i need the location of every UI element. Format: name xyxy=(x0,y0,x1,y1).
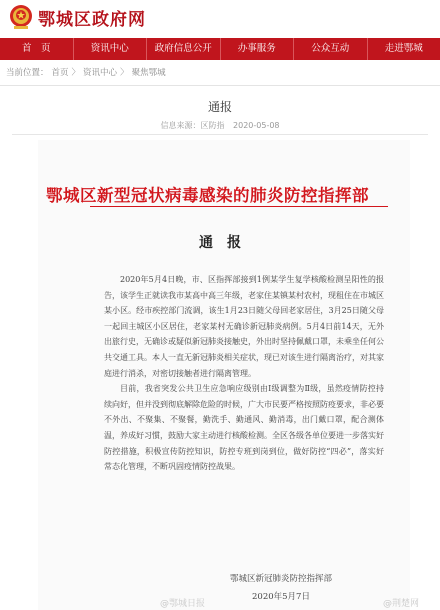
breadcrumb-separator: 〉 xyxy=(120,68,129,78)
document-header: 鄂城区新型冠状病毒感染的肺炎防控指挥部 xyxy=(46,186,369,205)
document-header-rule xyxy=(90,206,388,207)
main-nav xyxy=(0,38,440,60)
nav-item-services[interactable]: 办事服务 xyxy=(221,38,295,60)
article-meta xyxy=(0,120,440,131)
signature-date: 2020年5月7日 xyxy=(252,592,310,602)
breadcrumb-link-focus[interactable]: 聚焦鄂城 xyxy=(131,68,166,78)
breadcrumb xyxy=(0,60,440,86)
nav-item-home[interactable]: 首 页 xyxy=(0,38,74,60)
nav-item-gov-info[interactable]: 政府信息公开 xyxy=(147,38,221,60)
breadcrumb-link-home[interactable]: 首页 xyxy=(51,68,69,78)
watermark: @鄂城日报 xyxy=(160,599,206,609)
divider xyxy=(12,134,428,135)
article-date: 2020-05-08 xyxy=(233,121,280,130)
nav-item-about[interactable]: 走进鄂城 xyxy=(384,43,423,54)
document-subtitle: 通报 xyxy=(199,235,255,251)
site-header xyxy=(0,0,440,36)
document-paragraph: 2020年5月4日晚，市、区指挥部接到1例某学生复学核酸检测呈阳性的报告，该学生正就读我市某高中高三年级，老家住某镇某村农村，现租住在市城区某小区。经市疾控部门流调，该生1月23日随父母回老家居住，3月25日随父母一起回主城区小区居住，老家某村无确诊新冠肺炎病例。5月4日前14天，无外出旅行史，无确诊或疑似新冠肺炎接触史，外出时坚持佩戴口罩，未乘坐任何公共交通工具。本人一直无新冠肺炎相关症状，现已对该生进行隔离治疗，对其家庭进行消杀，对密切接触者进行隔离管理。 xyxy=(104,275,384,378)
breadcrumb-link-news[interactable]: 资讯中心 xyxy=(83,68,118,78)
article-source: 信息来源：区防指 xyxy=(160,121,225,130)
article-title: 通报 xyxy=(207,100,232,114)
document-body xyxy=(104,272,384,475)
breadcrumb-separator: 〉 xyxy=(71,68,81,78)
document-paragraph: 目前，我省突发公共卫生应急响应级别由Ⅰ级调整为Ⅱ级，虽然疫情防控持续向好，但并没到彻底解除危险的时候，广大市民要严格按照防疫要求，非必要不外出、不聚集、不聚餐，勤洗手、勤通风、勤消毒，出门戴口罩，配合测体温，养成好习惯，鼓励大家主动进行核酸检测。全区各级各单位要进一步落实好防控措施，积极宣传防控知识，防控专班到岗到位，做好防控“四必”，落实好常态化管理，不断巩固疫情防控战果。 xyxy=(104,384,384,472)
watermark: @荆楚网 xyxy=(383,599,420,609)
signature-org: 鄂城区新冠肺炎防控指挥部 xyxy=(230,574,333,584)
breadcrumb-prefix: 当前位置： xyxy=(6,68,49,78)
nav-item-news[interactable]: 资讯中心 xyxy=(74,38,148,60)
national-emblem-icon xyxy=(8,3,34,31)
site-title[interactable]: 鄂城区政府网 xyxy=(38,10,146,30)
nav-item-interaction[interactable]: 公众互动 xyxy=(294,38,368,60)
